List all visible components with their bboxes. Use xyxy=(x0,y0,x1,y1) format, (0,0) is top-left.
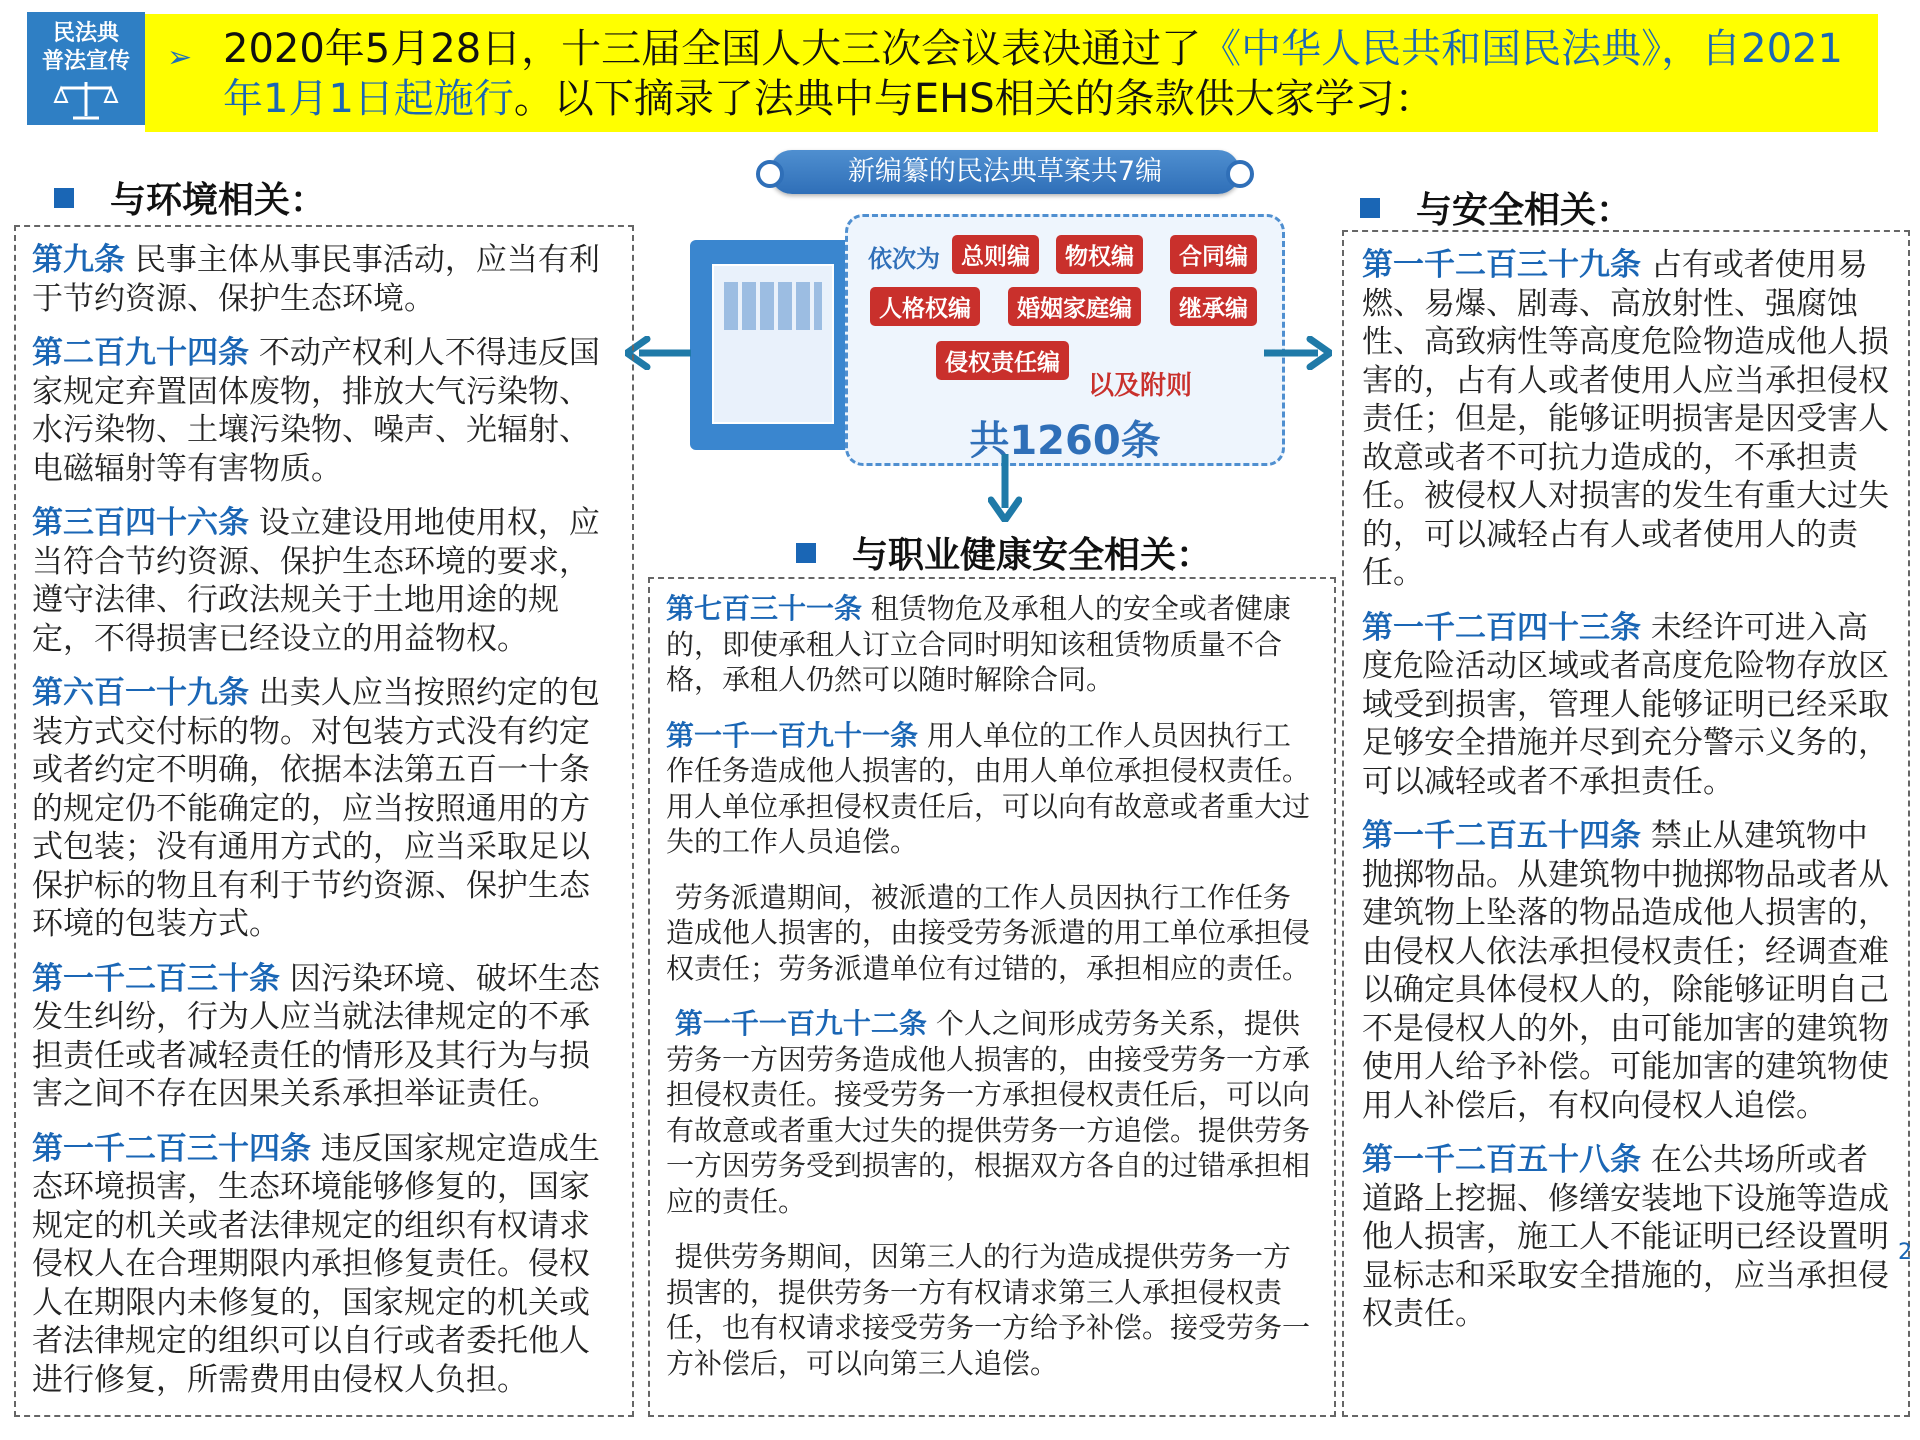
article-item xyxy=(666,1239,1318,1381)
intro-highlight: 《中华人民共和国民法典》，自2021年1月1日起施行 xyxy=(223,26,1843,122)
article-item xyxy=(666,718,1318,860)
article-text: 在公共场所或者道路上挖掘、修缮安装地下设施等造成他人损害，施工人不能证明已经设置明显标志和采取安全措施的，应当承担侵权责任。 xyxy=(1362,1142,1889,1332)
article-title: 第七百三十一条 xyxy=(666,592,863,625)
article-title: 第一千二百四十三条 xyxy=(1362,609,1641,646)
page-number: 2 xyxy=(1898,1240,1912,1265)
article-title: 第九条 xyxy=(32,242,125,278)
book-tag: 继承编 xyxy=(1170,287,1257,326)
article-title: 第一千二百五十四条 xyxy=(1362,818,1641,854)
article-text: 设立建设用地使用权，应当符合节约资源、保护生态环境的要求，遵守法律、行政法规关于土地用途的规定，不得损害已经设立的用益物权。 xyxy=(32,505,600,657)
article-title: 第一千二百五十八条 xyxy=(1362,1142,1641,1178)
total-articles: 共1260条 xyxy=(969,418,1161,464)
article-text: 占有或者使用易燃、易爆、剧毒、高放射性、强腐蚀性、高致病性等高度危险物造成他人损害的，占有人或者使用人应当承担侵权责任；但是，能够证明损害是因受害人故意或者不可抗力造成的，不承担责任。被侵权人对损害的发生有重大过失的，可以减轻占有人或者使用人的责任。 xyxy=(1362,247,1889,591)
article-text: 出卖人应当按照约定的包装方式交付标的物。对包装方式没有约定或者约定不明确，依据本法第五百一十条的规定仍不能确定的，应当按照通用的方式包装；没有通用方式的，应当采取足以保护标的物且有利于节约资源、保护生态环境的包装方式。 xyxy=(32,675,600,942)
intro-banner xyxy=(145,14,1878,132)
square-bullet-icon xyxy=(54,188,74,208)
document-icon xyxy=(690,240,855,450)
book-tag: 合同编 xyxy=(1170,235,1257,274)
article-item xyxy=(666,880,1318,987)
book-tag: 人格权编 xyxy=(870,287,980,326)
article-title: 第一千二百三十九条 xyxy=(1362,247,1641,283)
article-item xyxy=(32,960,616,1114)
article-text: 民事主体从事民事活动，应当有利于节约资源、保护生态环境。 xyxy=(32,242,600,317)
intro-text xyxy=(223,24,1863,124)
article-item xyxy=(32,674,616,944)
article-item xyxy=(1362,609,1890,802)
square-bullet-icon xyxy=(1360,198,1380,218)
article-title: 第六百一十九条 xyxy=(32,675,249,711)
article-title: 第一千一百九十一条 xyxy=(666,718,919,752)
article-item xyxy=(1362,1141,1890,1334)
occupational-articles-panel xyxy=(648,577,1336,1417)
article-title: 第一千二百三十四条 xyxy=(32,1130,311,1167)
article-item xyxy=(32,334,616,488)
book-tag: 婚姻家庭编 xyxy=(1008,287,1141,326)
article-item xyxy=(666,1006,1318,1219)
civil-code-infographic xyxy=(690,140,1290,480)
intro-part-2: 。以下摘录了法典中与EHS相关的条款供大家学习： xyxy=(513,76,1435,122)
article-item xyxy=(32,1130,616,1400)
books-box xyxy=(845,214,1285,466)
article-text: 未经许可进入高度危险活动区域或者高度危险物存放区域受到损害，管理人能够证明已经采取足够安全措施并尽到充分警示义务的，可以减轻或者不承担责任。 xyxy=(1362,609,1889,800)
article-text: 违反国家规定造成生态环境损害，生态环境能够修复的，国家规定的机关或者法律规定的组织有权请求侵权人在合理期限内承担修复责任。侵权人在期限内未修复的，国家规定的机关或者法律规定的组织可以自行或者委托他人进行修复，所需费用由侵权人负担。 xyxy=(32,1130,600,1398)
arrow-right-icon xyxy=(1260,336,1332,370)
article-text: 不动产权利人不得违反国家规定弃置固体废物，排放大气污染物、水污染物、土壤污染物、噪声、光辐射、电磁辐射等有害物质。 xyxy=(32,335,600,487)
article-title: 第一千一百九十二条 xyxy=(674,1007,927,1040)
environment-articles-panel xyxy=(14,225,634,1417)
intro-part-1: 2020年5月28日，十三届全国人大三次会议表决通过了 xyxy=(223,26,1202,72)
article-title: 第三百四十六条 xyxy=(32,505,249,541)
article-item xyxy=(32,504,616,658)
book-tag: 物权编 xyxy=(1056,235,1143,274)
square-bullet-icon xyxy=(796,543,816,563)
section-title-safety: 与安全相关： xyxy=(1360,182,1632,233)
article-text: 禁止从建筑物中抛掷物品。从建筑物中抛掷物品或者从建筑物上坠落的物品造成他人损害的，由侵权人依法承担侵权责任；经调查难以确定具体侵权人的，除能够证明自己不是侵权人的外，由可能加害的建筑物使用人给予补偿。可能加害的建筑物使用人补偿后，有权向侵权人追偿。 xyxy=(1362,818,1889,1124)
section-title-environment: 与环境相关： xyxy=(54,172,326,223)
article-text: 用人单位的工作人员因执行工作任务造成他人损害的，由用人单位承担侵权责任。用人单位承担侵权责任后，可以向有故意或者重大过失的工作人员追偿。 xyxy=(666,718,1311,858)
arrow-bullet-icon: ➢ xyxy=(167,40,193,75)
arrow-down-icon xyxy=(988,452,1022,522)
article-item xyxy=(1362,246,1890,593)
appendix-label: 以及附则 xyxy=(1088,371,1193,401)
safety-articles-panel xyxy=(1342,230,1910,1417)
logo-badge xyxy=(27,12,145,125)
article-text: 因污染环境、破坏生态发生纠纷，行为人应当就法律规定的不承担责任或者减轻责任的情形及其行为与损害之间不存在因果关系承担举证责任。 xyxy=(32,960,600,1112)
article-item xyxy=(1362,817,1890,1125)
article-item xyxy=(666,591,1318,698)
infographic-title: 新编纂的民法典草案共7编 xyxy=(770,150,1240,194)
logo-line-2: 普法宣传 xyxy=(41,49,130,74)
article-text: 提供劳务期间，因第三人的行为造成提供劳务一方损害的，提供劳务一方有权请求第三人承担侵权责任，也有权请求接受劳务一方给予补偿。接受劳务一方补偿后，可以向第三人追偿。 xyxy=(666,1240,1311,1380)
arrow-left-icon xyxy=(625,336,695,370)
logo-line-1: 民法典 xyxy=(52,21,119,46)
sequence-label: 依次为 xyxy=(868,245,940,273)
article-title: 第二百九十四条 xyxy=(32,335,249,371)
article-item xyxy=(32,241,616,318)
section-title-occupational: 与职业健康安全相关： xyxy=(796,527,1212,578)
book-tag: 总则编 xyxy=(952,235,1039,274)
article-text: 劳务派遣期间，被派遣的工作人员因执行工作任务造成他人损害的，由接受劳务派遣的用工单位承担侵权责任；劳务派遣单位有过错的，承担相应的责任。 xyxy=(666,880,1311,985)
article-title: 第一千二百三十条 xyxy=(32,960,280,997)
article-text: 租赁物危及承租人的安全或者健康的，即使承租人订立合同时明知该租赁物质量不合格，承租人仍然可以随时解除合同。 xyxy=(666,592,1291,696)
scales-icon xyxy=(51,80,121,122)
book-tag: 侵权责任编 xyxy=(936,341,1069,380)
article-text: 个人之间形成劳务关系，提供劳务一方因劳务造成他人损害的，由接受劳务一方承担侵权责任。接受劳务一方承担侵权责任后，可以向有故意或者重大过失的提供劳务一方追偿。提供劳务一方因劳务受到损害的，根据双方各自的过错承担相应的责任。 xyxy=(666,1007,1311,1218)
